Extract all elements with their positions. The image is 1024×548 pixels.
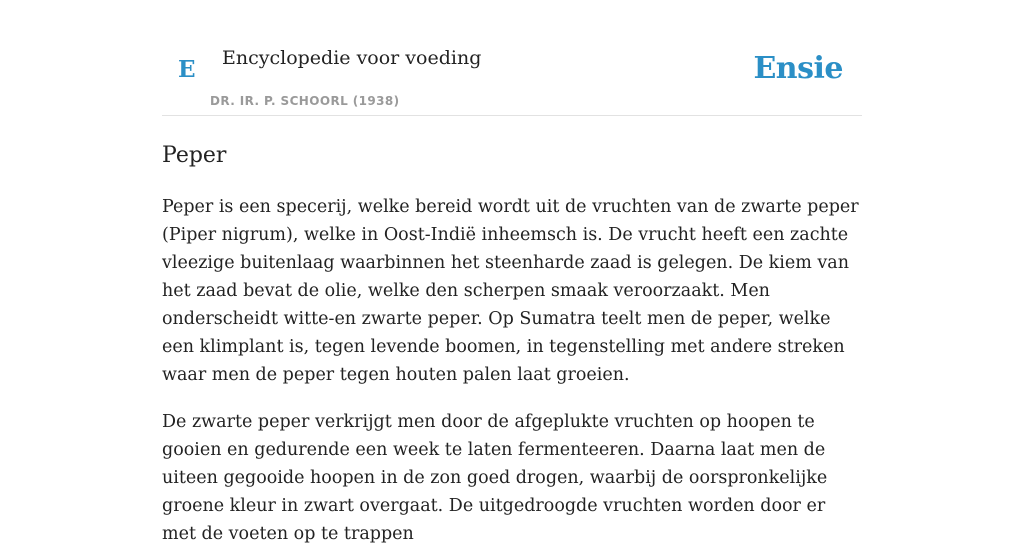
entry-paragraph-2: De zwarte peper verkrijgt men door de afgeplukte vruchten op hoopen te gooien en gedurende een week te laten fermenteeren. Daarna laat men de uiteen gegooide hoopen in de zon goed drogen, waarbij de oorspronkelijke groene kleur in zwart overgaat. De uitgedroogde vruchten worden door er met de voeten op te trappen: [162, 412, 828, 544]
book-title-link[interactable]: Encyclopedie voor voeding: [222, 47, 482, 69]
entry-title: Peper: [162, 143, 227, 168]
book-icon[interactable]: E: [178, 56, 196, 83]
entry-paragraph-1: Peper is een specerij, welke bereid wordt uit de vruchten van de zwarte peper (Piper nigrum), welke in Oost-Indië inheemsch is. De vrucht heeft een zachte vleezige buitenlaag waarbinnen het steenharde zaad is gelegen. De kiem van het zaad bevat de olie, welke den scherpen smaak veroorzaakt. Men onderscheidt witte-en zwarte peper. Op Sumatra teelt men de peper, welke een klimplant is, tegen levende boomen, in tegenstelling met andere streken waar men de peper tegen houten palen laat groeien.: [162, 197, 859, 385]
book-author: DR. IR. P. SCHOORL (1938): [210, 94, 400, 108]
entry-body: [162, 193, 862, 548]
ensie-logo[interactable]: Ensie: [753, 51, 843, 86]
page-container: [162, 0, 862, 548]
book-header: [162, 0, 862, 116]
